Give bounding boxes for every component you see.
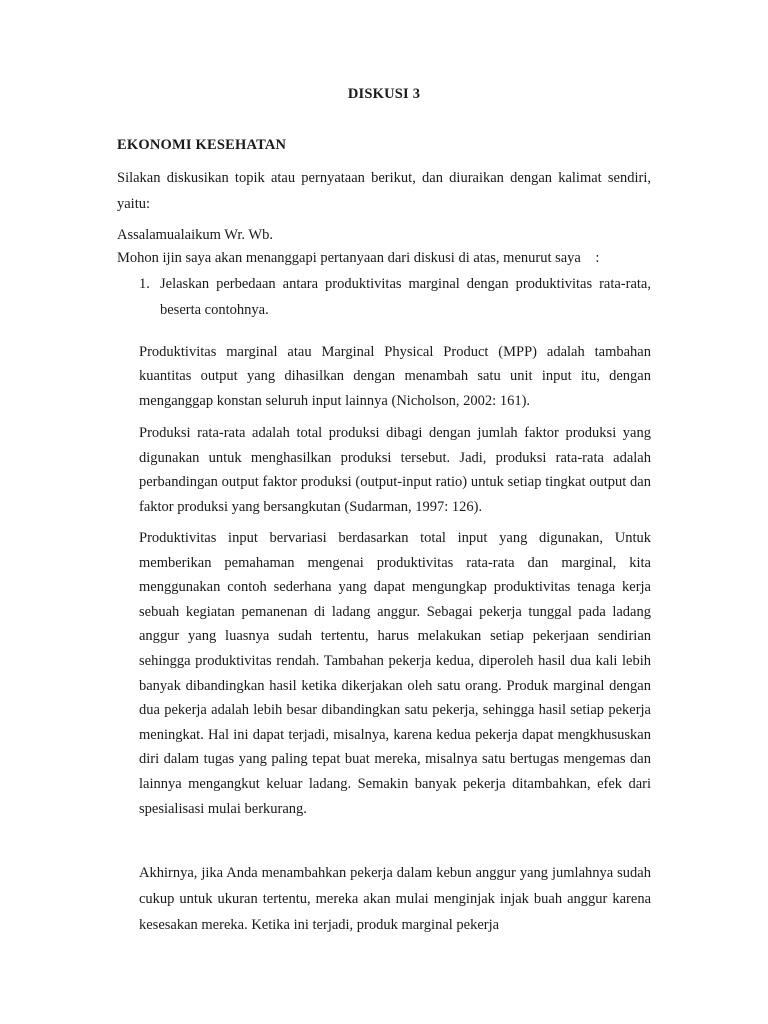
question-number: 1. — [139, 276, 150, 292]
answer-paragraph-average: Produksi rata-rata adalah total produksi dibagi dengan jumlah faktor produksi yang digunakan untuk menghasilkan produksi tersebut. Jadi, produksi rata-rata adalah perbandingan output faktor produksi (output-input ratio) untuk setiap tingkat output dan faktor produksi yang bersangkutan (Sudarman, 1997: 126). — [139, 425, 651, 515]
section-heading: EKONOMI KESEHATAN — [117, 137, 287, 153]
answer-paragraph-conclusion: Akhirnya, jika Anda menambahkan pekerja dalam kebun anggur yang jumlahnya sudah cukup untuk ukuran tertentu, mereka akan mulai menginjak injak buah anggur karena kesesakan mereka. Ketika ini terjadi, produk marginal pekerja — [139, 865, 651, 934]
document-title: DISKUSI 3 — [347, 86, 421, 102]
intro-paragraph: Silakan diskusikan topik atau pernyataan berikut, dan diuraikan dengan kalimat sendiri, yaitu: — [117, 170, 651, 213]
greeting-line: Assalamualaikum Wr. Wb. — [117, 227, 273, 243]
answer-paragraph-marginal: Produktivitas marginal atau Marginal Physical Product (MPP) adalah tambahan kuantitas output yang dihasilkan dengan menambah satu unit input itu, dengan menganggap konstan seluruh input lainnya (Nicholson, 2002: 161). — [139, 344, 651, 409]
question-list-item — [139, 271, 651, 323]
opening-line: Mohon ijin saya akan menanggapi pertanyaan dari diskusi di atas, menurut saya : — [117, 250, 600, 266]
question-text: Jelaskan perbedaan antara produktivitas marginal dengan produktivitas rata-rata, beserta contohnya. — [160, 276, 651, 319]
answer-paragraph-example: Produktivitas input bervariasi berdasarkan total input yang digunakan, Untuk memberikan pemahaman mengenai produktivitas rata-rata dan marginal, kita menggunakan contoh sederhana yang dapat mengungkap produktivitas tenaga kerja sebuah kegiatan pemanenan di ladang anggur. Sebagai pekerja tunggal pada ladang anggur yang luasnya sudah tertentu, harus melakukan setiap pekerjaan sendirian sehingga produktivitas rendah. Tambahan pekerja kedua, diperoleh hasil dua kali lebih banyak dibandingkan hasil ketika dikerjakan oleh satu orang. Produk marginal dengan dua pekerja adalah lebih besar dibandingkan satu pekerja, sehingga hasil setiap pekerja meningkat. Hal ini dapat terjadi, misalnya, karena kedua pekerja dapat mengkhususkan diri dalam tugas yang paling tepat buat mereka, misalnya satu bertugas mengemas dan lainnya mengangkut keluar ladang. Semakin banyak pekerja ditambahkan, efek dari spesialisasi mulai berkurang. — [139, 530, 651, 817]
